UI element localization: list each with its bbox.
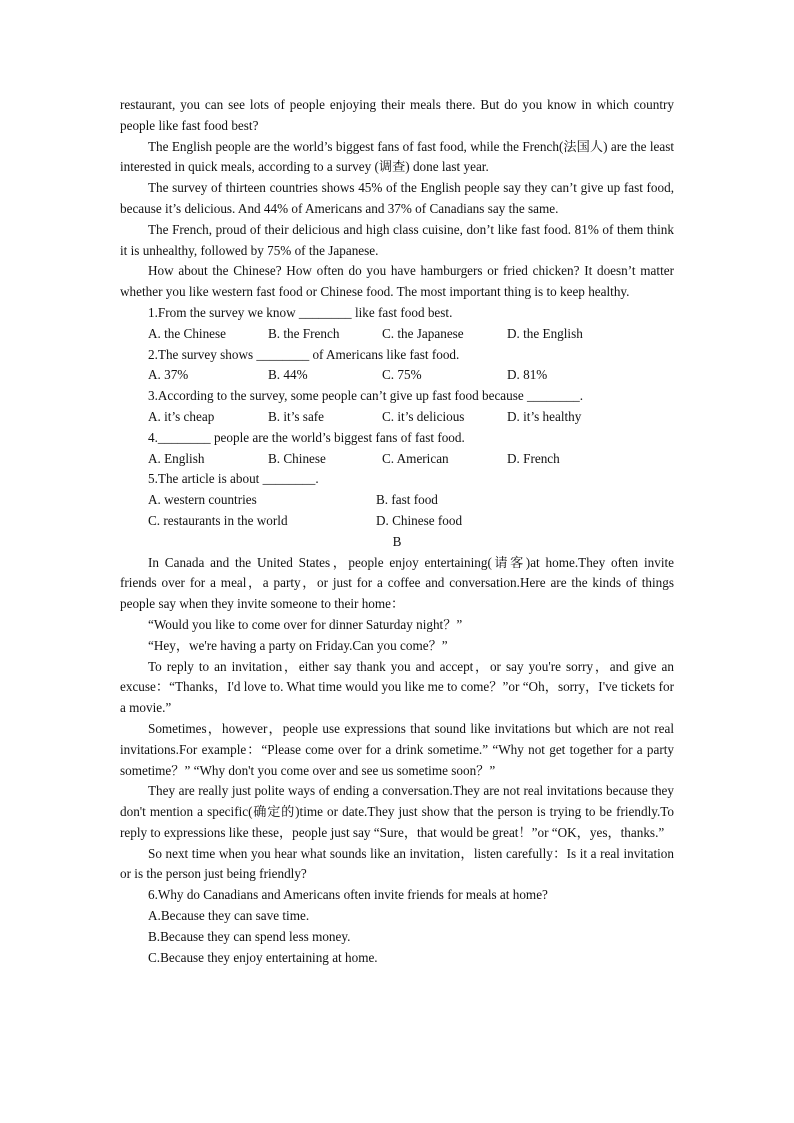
passage-b-paragraph: They are really just polite ways of ending a conversation.They are not real invitations because they don't mention a specific(确定的)time or date.They just show that the person is trying to be friendly.To reply to expressions like these，people just say “Sure，that would be great！”or “OK，yes，thanks.” xyxy=(120,783,674,840)
option-b: B. the French xyxy=(268,325,340,341)
option-a: A. western countries xyxy=(148,492,257,508)
passage-a-paragraph: The English people are the world’s biggest fans of fast food, while the French(法国人) are the least interested in quick meals, according to a survey (调查) done last year. xyxy=(120,138,674,175)
question-3-options xyxy=(120,407,674,428)
question-6-stem: 6.Why do Canadians and Americans often invite friends for meals at home? xyxy=(148,887,548,903)
option-c: C. American xyxy=(382,450,449,466)
option-a: A. it’s cheap xyxy=(148,408,215,424)
question-5-stem: 5.The article is about ________. xyxy=(148,471,319,487)
option-c: C. it’s delicious xyxy=(382,408,465,424)
option-c: C. restaurants in the world xyxy=(148,512,288,528)
question-4-options xyxy=(120,449,674,470)
question-4-stem: 4.________ people are the world’s biggest fans of fast food. xyxy=(148,429,465,445)
question-6-option-b: B.Because they can spend less money. xyxy=(148,928,351,944)
passage-b-paragraph: To reply to an invitation，either say thank you and accept，or say you're sorry，and give an excuse：“Thanks，I'd love to. What time would you like me to come？”or “Oh，sorry，I've tickets for a movie.” xyxy=(120,658,674,716)
worksheet-page xyxy=(120,95,674,968)
passage-b-quote: “Would you like to come over for dinner Saturday night？” xyxy=(148,616,463,632)
option-c: C. 75% xyxy=(382,367,422,383)
passage-b-quote: “Hey，we're having a party on Friday.Can you come？” xyxy=(148,637,448,653)
question-6-option-c: C.Because they enjoy entertaining at home. xyxy=(148,949,378,965)
question-1-stem: 1.From the survey we know ________ like fast food best. xyxy=(148,304,453,320)
option-d: D. 81% xyxy=(507,367,548,383)
question-5-options-row-2 xyxy=(120,511,674,532)
passage-a-paragraph: The survey of thirteen countries shows 45% of the English people say they can’t give up fast food, because it’s delicious. And 44% of Americans and 37% of Canadians say the same. xyxy=(120,180,674,216)
question-3-stem: 3.According to the survey, some people can’t give up fast food because ________. xyxy=(148,388,584,404)
option-a: A. 37% xyxy=(148,367,189,383)
option-b: B. fast food xyxy=(376,492,438,508)
passage-a-paragraph: restaurant, you can see lots of people enjoying their meals there. But do you know in which country people like fast food best? xyxy=(120,97,674,133)
option-c: C. the Japanese xyxy=(382,325,464,341)
question-2-stem: 2.The survey shows ________ of Americans like fast food. xyxy=(148,346,460,362)
option-a: A. the Chinese xyxy=(148,325,227,341)
option-a: A. English xyxy=(148,450,205,466)
question-2-options xyxy=(120,365,674,386)
option-b: B. it’s safe xyxy=(268,408,325,424)
passage-a-paragraph: The French, proud of their delicious and high class cuisine, don’t like fast food. 81% of them think it is unhealthy, followed by 75% of the Japanese. xyxy=(120,221,674,258)
option-d: D. the English xyxy=(507,325,583,341)
option-d: D. it’s healthy xyxy=(507,408,582,424)
option-b: B. 44% xyxy=(268,367,308,383)
option-d: D. Chinese food xyxy=(376,512,463,528)
passage-b-paragraph: In Canada and the United States，people enjoy entertaining(请客)at home.They often invite friends over for a meal，a party，or just for a coffee and conversation.Here are the kinds of things people say when they invite someone to their home： xyxy=(120,554,674,612)
question-6-option-a: A.Because they can save time. xyxy=(148,908,310,924)
question-5-options-row-1 xyxy=(120,490,674,511)
option-d: D. French xyxy=(507,450,560,466)
passage-b-paragraph: So next time when you hear what sounds like an invitation，listen carefully：Is it a real invitation or is the person just being friendly? xyxy=(120,845,674,882)
option-b: B. Chinese xyxy=(268,450,326,466)
passage-b-paragraph: Sometimes，however，people use expressions that sound like invitations but which are not real invitations.For example：“Please come over for a drink sometime.” “Why not get together for a party sometime？” “Why don't you come over and see us sometime soon？” xyxy=(120,720,674,778)
passage-a-paragraph: How about the Chinese? How often do you have hamburgers or fried chicken? It doesn’t matter whether you like western fast food or Chinese food. The most important thing is to keep healthy. xyxy=(120,263,674,300)
question-1-options xyxy=(120,324,674,345)
section-b-heading: B xyxy=(392,533,402,549)
